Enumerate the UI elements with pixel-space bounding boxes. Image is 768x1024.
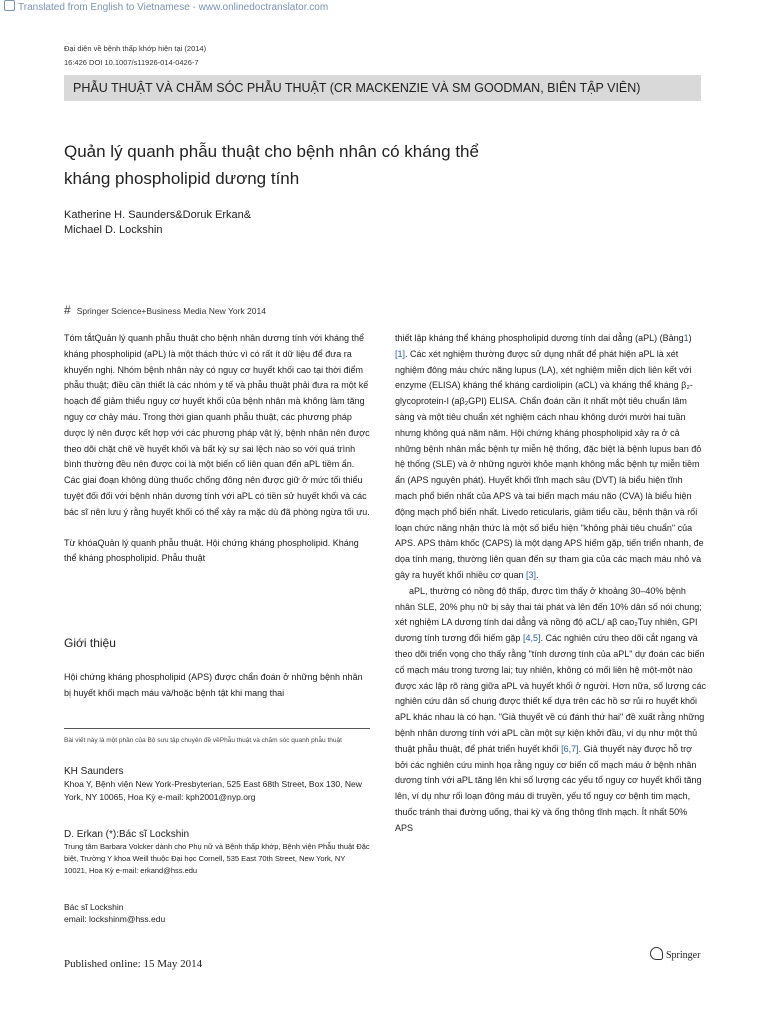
copyright-text: Springer Science+Business Media New York 2014 — [76, 306, 266, 316]
aff3-text: email: lockshinm@hss.edu — [64, 914, 166, 924]
springer-horse-icon — [650, 947, 663, 960]
translate-icon — [4, 0, 15, 11]
authors-line-1: Katherine H. Saunders&Doruk Erkan& — [64, 209, 252, 221]
title-line-2: kháng phospholipid dương tính — [64, 169, 300, 188]
intro-heading: Giới thiệu — [64, 636, 116, 650]
aff1-text: Khoa Y, Bệnh viện New York-Presbyterian, 525 East 68th Street, Box 130, New York, NY 10065, Hoa Kỳ e-mail: kph2001@nyp.org — [64, 779, 362, 802]
keywords-text: Từ khóaQuản lý quanh phẫu thuật. Hội chứng kháng phospholipid. Kháng thể kháng phospholipid. Phẫu thuật — [64, 537, 359, 564]
body-column-right — [395, 331, 706, 837]
right-paragraph-1 — [395, 331, 706, 584]
footnote-text: Bài viết này là một phần của Bộ sưu tập chuyên đề vềPhẫu thuật và chăm sóc quanh phẫu thuật — [64, 737, 342, 744]
affiliation-3 — [64, 901, 370, 925]
translation-banner[interactable] — [4, 0, 328, 13]
affiliation-1 — [64, 765, 370, 803]
citation-link[interactable]: [3] — [526, 569, 537, 580]
section-bar: PHẪU THUẬT VÀ CHĂM SÓC PHẪU THUẬT (CR MACKENZIE VÀ SM GOODMAN, BIÊN TẬP VIÊN) — [64, 75, 701, 101]
doi-line: 16:426 DOI 10.1007/s11926-014-0426-7 — [64, 58, 199, 67]
affiliation-2 — [64, 828, 370, 877]
right-p2-a: aPL, thường có nồng độ thấp, được tìm thấy ở khoảng 30–40% bệnh nhân SLE, 20% phụ nữ bị sảy thai tái phát và lên đến 10% dân số nói chung; xét nghiệm LA dương tính dai dẳng và nồng độ aCL/ aβ cao₂Tuy nhiên, GPI dương tính tương đối hiếm gặp — [395, 585, 702, 644]
right-p1-c: . Các xét nghiệm thường được sử dụng nhất để phát hiện aPL là xét nghiệm đông máu chức năng lupus (LA), xét nghiệm miễn dịch liên kết với enzyme (ELISA) kháng thể kháng cardiolipin (aCL) và kháng thể kháng β₂-glycoprotein-I (aβ₂GPI) ELISA. Chẩn đoán cần ít nhất một tiêu chuẩn lâm sàng và một tiêu chuẩn xét nghiệm cách nhau không dưới mười hai tuần nhưng không quá năm năm. Hội chứng kháng phospholipid xảy ra ở cả những bệnh nhân mắc bệnh tự miễn hệ thống, đặc biệt là bệnh lupus ban đỏ hệ thống (SLE) và ở những người khỏe mạnh không mắc bệnh tự miễn tiềm ẩn (APS nguyên phát). Huyết khối tĩnh mạch sâu (DVT) là biểu hiện tĩnh mạch phổ biến nhất của APS và tai biến mạch máu não (CVA) là biểu hiện động mạch phổ biến nhất. Livedo reticularis, giảm tiểu cầu, bệnh thận và rối loạn chức năng nhận thức là một số biểu hiện "không phải tiêu chuẩn" của APS. APS thảm khốc (CAPS) là một dạng APS hiếm gặp, tiến triển nhanh, đe dọa tính mạng, thường liên quan đến sự tham gia của các mạch máu nhỏ và gây ra huyết khối nhiều cơ quan — [395, 348, 704, 580]
aff1-name: KH Saunders — [64, 766, 124, 777]
aff2-name: D. Erkan (*):Bác sĩ Lockshin — [64, 829, 190, 840]
copyright-symbol: # — [64, 303, 71, 317]
right-p2-c: . Giả thuyết này được hỗ trợ bởi các nghiên cứu minh họa rằng nguy cơ biến cố mạch máu ở bệnh nhân dương tính với aPL tăng lên khi số lượng các yếu tố nguy cơ huyết khối tăng lên, ví dụ như rối loạn đông máu di truyền, yếu tố nguy cơ bệnh tim mạch, thuốc tránh thai đường uống, thai kỳ và ống thông tĩnh mạch. Ít nhất 50% APS — [395, 743, 702, 833]
author-list — [64, 208, 251, 238]
right-p1-b: ) — [688, 333, 692, 343]
springer-logo-text: Springer — [666, 950, 701, 961]
banner-text: Translated from English to Vietnamese - www.onlinedoctranslator.com — [18, 2, 329, 13]
right-p1-a: thiết lập kháng thể kháng phospholipid dương tính dai dẳng (aPL) (Bảng — [395, 333, 684, 343]
springer-logo — [650, 947, 700, 961]
journal-line: Đại diện về bệnh thấp khớp hiện tại (2014) — [64, 44, 207, 53]
copyright-line — [64, 303, 266, 317]
authors-line-2: Michael D. Lockshin — [64, 224, 163, 236]
right-p1-d: . — [536, 569, 539, 580]
right-p2-b: . Các nghiên cứu theo dõi cắt ngang và theo dõi triển vọng cho thấy rằng "tính dương tính của aPL" dự đoán các biến cố mạch máu trong tương lai; tuy nhiên, không có mối liên hệ một-một nào được xác lập rõ ràng giữa aPL và huyết khối ở người. Hơn nữa, số lượng các nghiên cứu dân số chung được thiết kế dựa trên các hồ sơ rủi ro huyết khối aPL khác nhau là có hạn. "Giả thuyết về cú đánh thứ hai" đề xuất rằng những bệnh nhân dương tính với aPL cần một sự kiện khởi đầu, ví dụ như một thủ thuật phẫu thuật, để phát triển huyết khối — [395, 633, 706, 754]
citation-link[interactable]: [6,7] — [561, 743, 579, 754]
table-ref-link[interactable]: 1 — [683, 333, 689, 343]
intro-text: Hội chứng kháng phospholipid (APS) được chẩn đoán ở những bệnh nhân bị huyết khối mạch máu và/hoặc bệnh tật khi mang thai — [64, 672, 363, 698]
abstract-text: Tóm tắtQuản lý quanh phẫu thuật cho bệnh nhân dương tính với kháng thể kháng phospholipid (aPL) là một thách thức vì có rất ít dữ liệu để đưa ra khuyến nghị. Nhóm bệnh nhân này có nguy cơ huyết khối cao tại thời điểm phẫu thuật; điều cần thiết là các nhóm y tế và phẫu thuật phải đưa ra một kế hoạch để giảm thiểu nguy cơ huyết khối của bệnh nhân mà không làm tăng nguy cơ chảy máu. Trong thời gian quanh phẫu thuật, các phương pháp dược lý nên được kết hợp với các phương pháp vật lý, bệnh nhân nên được theo dõi chặt chẽ về huyết khối và bất kỳ sự sai lệch nào so với quá trình bình thường đều nên được coi là một biến cố liên quan đến aPL tiềm ẩn. Các giai đoạn không dùng thuốc chống đông nên được giữ ở mức tối thiểu tuyệt đối đối với bệnh nhân dương tính với aPL có tiền sử huyết khối và các bác sĩ nên lưu ý rằng huyết khối có thể xảy ra mặc dù đã phòng ngừa tối ưu. — [64, 333, 370, 517]
citation-link[interactable]: [4,5] — [522, 633, 541, 644]
aff2-text: Trung tâm Barbara Volcker dành cho Phụ nữ và Bệnh thấp khớp, Bệnh viện Phẫu thuật Đặc biệt, Trường Y khoa Weill thuộc Đại học Cornell, 535 East 70th Street, New York, NY 10021, Hoa Kỳ e-mail: erkand@hss.edu — [64, 842, 370, 875]
title-line-1: Quản lý quanh phẫu thuật cho bệnh nhân có kháng thể — [64, 142, 479, 161]
published-date: Published online: 15 May 2014 — [64, 958, 203, 970]
article-title — [64, 138, 624, 192]
right-paragraph-2 — [395, 584, 706, 837]
citation-link[interactable]: [1] — [395, 348, 406, 359]
abstract-column — [64, 331, 370, 567]
footnote-divider — [64, 728, 370, 729]
aff3-name: Bác sĩ Lockshin — [64, 902, 124, 912]
